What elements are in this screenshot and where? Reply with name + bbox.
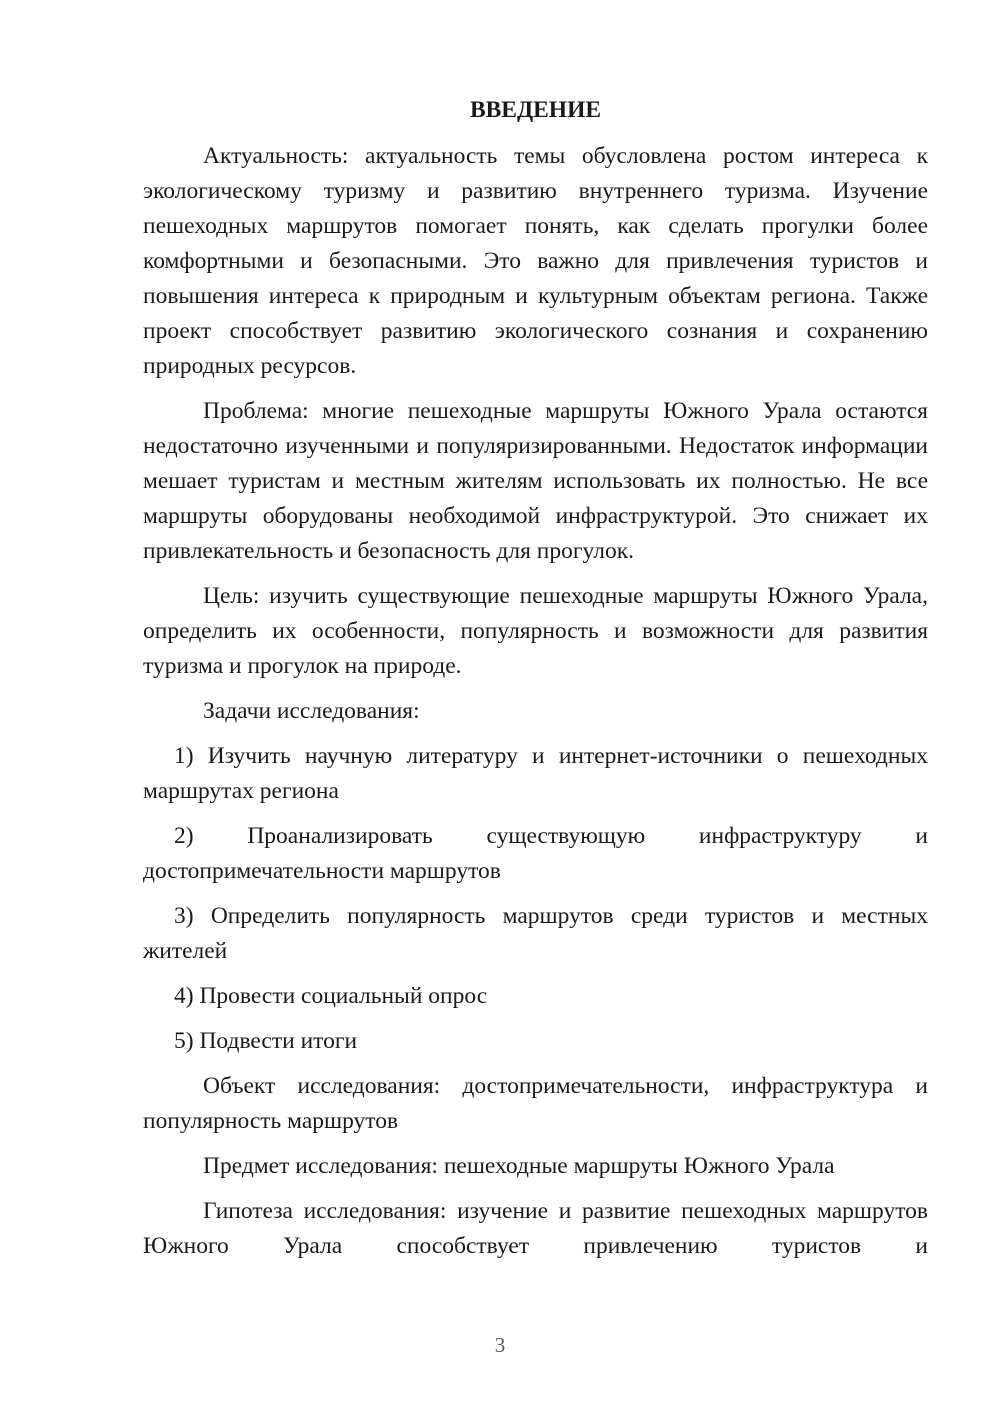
- document-body: [143, 93, 928, 1274]
- object-paragraph: Объект исследования: достопримечательности, инфраструктура и популярность маршрутов: [143, 1073, 928, 1134]
- task-item-3: 3) Определить популярность маршрутов среди туристов и местных жителей: [143, 903, 928, 964]
- page-title: ВВЕДЕНИЕ: [469, 97, 602, 123]
- page-number: 3: [494, 1333, 506, 1357]
- problem-paragraph: Проблема: многие пешеходные маршруты Южного Урала остаются недостаточно изученными и популяризированными. Недостаток информации мешает туристам и местным жителям использовать их полностью. Не все маршруты оборудованы необходимой инфраструктурой. Это снижает их привлекательность и безопасность для прогулок.: [143, 398, 928, 564]
- relevance-paragraph: Актуальность: актуальность темы обусловлена ростом интереса к экологическому туризму и развитию внутреннего туризма. Изучение пешеходных маршрутов помогает понять, как сделать прогулки более комфортными и безопасными. Это важно для привлечения туристов и повышения интереса к природным и культурным объектам региона. Также проект способствует развитию экологического сознания и сохранению природных ресурсов.: [143, 143, 928, 379]
- goal-paragraph: Цель: изучить существующие пешеходные маршруты Южного Урала, определить их особенности, популярность и возможности для развития туризма и прогулок на природе.: [143, 583, 928, 679]
- task-item-5: 5) Подвести итоги: [174, 1028, 358, 1054]
- tasks-heading: Задачи исследования:: [203, 698, 420, 724]
- hypothesis-paragraph: Гипотеза исследования: изучение и развитие пешеходных маршрутов Южного Урала способствует привлечению туристов и: [143, 1198, 928, 1259]
- task-item-4: 4) Провести социальный опрос: [174, 983, 488, 1009]
- subject-paragraph: Предмет исследования: пешеходные маршруты Южного Урала: [203, 1153, 835, 1179]
- task-item-1: 1) Изучить научную литературу и интернет-источники о пешеходных маршрутах региона: [143, 743, 928, 804]
- task-item-2: 2) Проанализировать существующую инфраструктуру и достопримечательности маршрутов: [143, 823, 928, 884]
